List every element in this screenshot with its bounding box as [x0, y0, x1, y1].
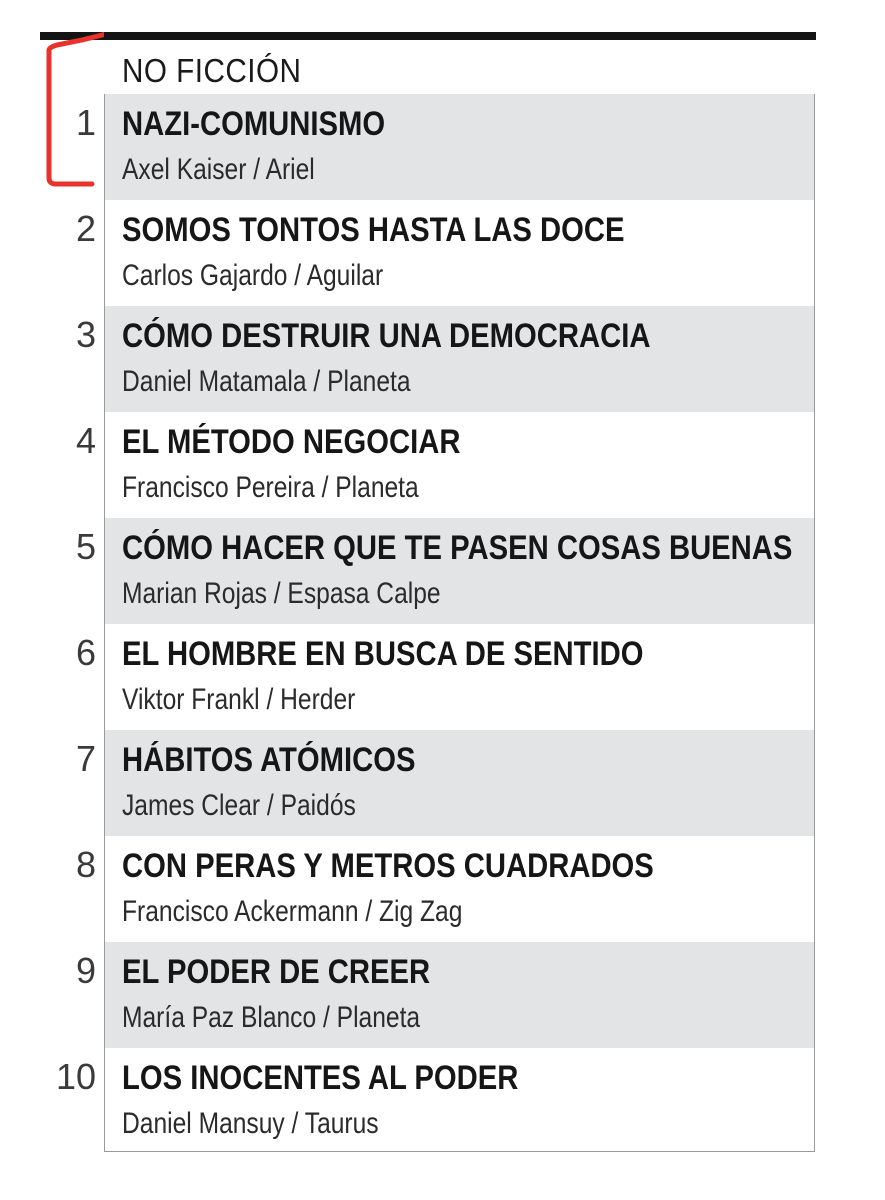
book-title: EL HOMBRE EN BUSCA DE SENTIDO	[122, 635, 644, 673]
book-author-publisher: Marian Rojas / Espasa Calpe	[122, 577, 441, 610]
rank-number: 7	[75, 738, 96, 779]
book-author-publisher: Francisco Ackermann / Zig Zag	[122, 895, 463, 928]
rank-number: 5	[75, 526, 96, 567]
rank-number: 2	[75, 208, 96, 249]
bestseller-list	[40, 94, 816, 1154]
rank-number: 1	[75, 102, 96, 143]
book-author-publisher: Viktor Frankl / Herder	[122, 683, 356, 716]
rank-number: 10	[55, 1056, 96, 1097]
list-item-9	[40, 942, 816, 1048]
book-author-publisher: María Paz Blanco / Planeta	[122, 1001, 421, 1034]
book-cell	[104, 200, 815, 306]
section-heading: NO FICCIÓN	[122, 52, 302, 89]
book-title: CON PERAS Y METROS CUADRADOS	[122, 847, 654, 885]
book-title: LOS INOCENTES AL PODER	[122, 1059, 519, 1097]
book-author-publisher: James Clear / Paidós	[122, 789, 356, 822]
book-cell	[104, 836, 815, 942]
rank-number: 9	[75, 950, 96, 991]
book-author-publisher: Carlos Gajardo / Aguilar	[122, 259, 384, 292]
rank-number: 6	[75, 632, 96, 673]
list-item-2	[40, 200, 816, 306]
list-item-5	[40, 518, 816, 624]
book-cell	[104, 624, 815, 730]
top-rule	[40, 32, 816, 40]
book-title: CÓMO DESTRUIR UNA DEMOCRACIA	[122, 317, 651, 355]
book-cell	[104, 1048, 815, 1154]
list-item-8	[40, 836, 816, 942]
book-cell	[104, 942, 815, 1048]
list-item-1	[40, 94, 816, 200]
book-cell	[104, 518, 815, 624]
book-cell	[104, 730, 815, 836]
book-author-publisher: Francisco Pereira / Planeta	[122, 471, 419, 504]
list-item-10	[40, 1048, 816, 1154]
book-title: EL PODER DE CREER	[122, 953, 431, 991]
book-author-publisher: Daniel Mansuy / Taurus	[122, 1107, 379, 1140]
book-cell	[104, 94, 815, 200]
rank-number: 4	[75, 420, 96, 461]
book-cell	[104, 306, 815, 412]
book-title: NAZI-COMUNISMO	[122, 105, 386, 143]
book-title: SOMOS TONTOS HASTA LAS DOCE	[122, 211, 625, 249]
list-item-7	[40, 730, 816, 836]
book-author-publisher: Axel Kaiser / Ariel	[122, 153, 315, 186]
book-cell	[104, 412, 815, 518]
list-item-3	[40, 306, 816, 412]
book-title: HÁBITOS ATÓMICOS	[122, 741, 416, 779]
list-item-4	[40, 412, 816, 518]
book-title: EL MÉTODO NEGOCIAR	[122, 423, 461, 461]
book-title: CÓMO HACER QUE TE PASEN COSAS BUENAS	[122, 529, 793, 567]
rank-number: 8	[75, 844, 96, 885]
rank-number: 3	[75, 314, 96, 355]
list-item-6	[40, 624, 816, 730]
book-author-publisher: Daniel Matamala / Planeta	[122, 365, 411, 398]
